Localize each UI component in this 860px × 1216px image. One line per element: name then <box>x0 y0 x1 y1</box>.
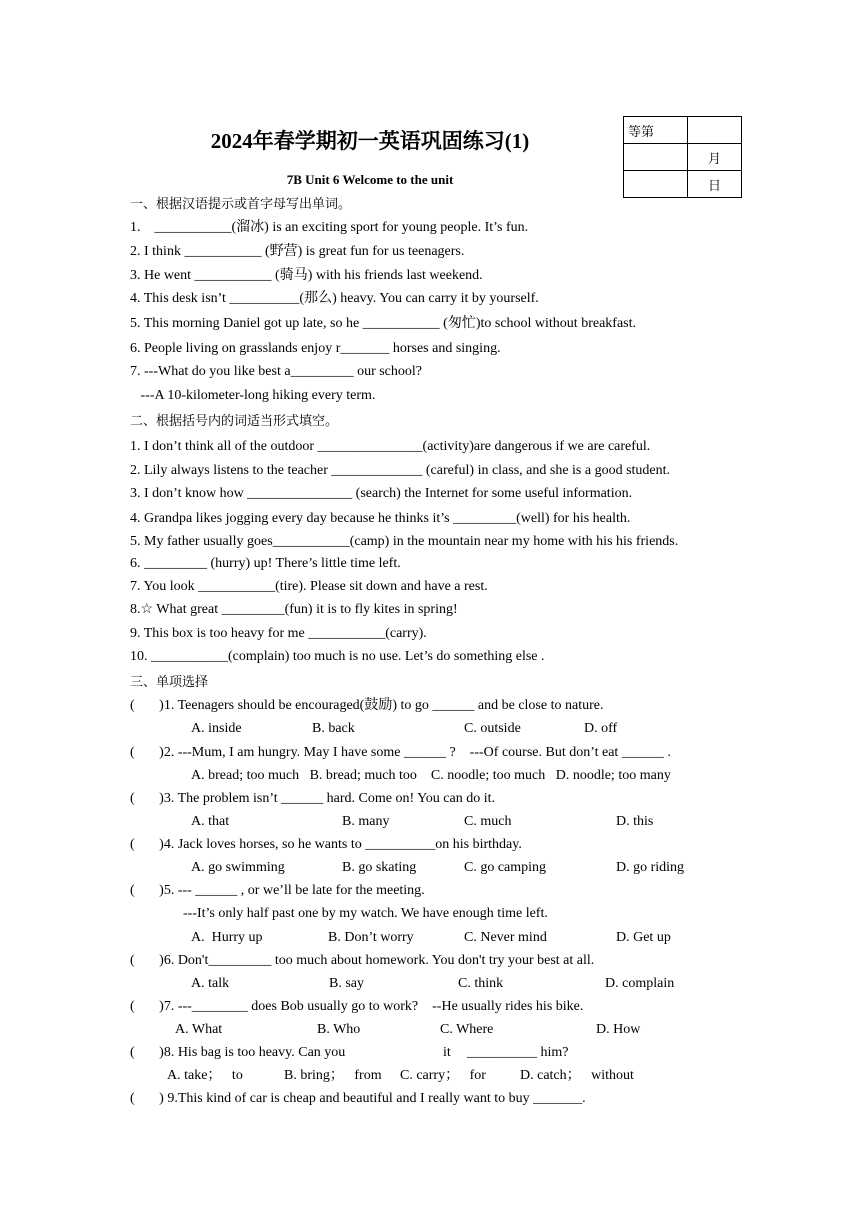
mc1-option-b: B. back <box>312 721 355 736</box>
mc-question-3: ( )3. The problem isn’t ______ hard. Come on! You can do it. <box>130 791 496 806</box>
page-title: 2024年春学期初一英语巩固练习(1) <box>210 129 530 153</box>
section-1-heading: 一、根据汉语提示或首字母写出单词。 <box>130 197 352 212</box>
mc6-option-d: D. complain <box>605 976 675 991</box>
mc7-option-c: C. Where <box>440 1022 494 1037</box>
mc-question-6: ( )6. Don't_________ too much about homework. You don't try your best at all. <box>130 953 595 968</box>
s2-question-4: 4. Grandpa likes jogging every day because he thinks it’s _________(well) for his health. <box>130 511 631 526</box>
mc5-option-a: A. Hurry up <box>191 930 263 945</box>
month-label: 月 <box>688 144 742 171</box>
day-label: 日 <box>688 171 742 198</box>
s1-question-2: 2. I think ___________ (野营) is great fun for us teenagers. <box>130 244 465 259</box>
mc6-option-c: C. think <box>458 976 504 991</box>
mc8-option-c: C. carry； for <box>400 1068 486 1083</box>
mc6-option-b: B. say <box>329 976 364 991</box>
s2-question-8: 8.☆ What great _________(fun) it is to fly kites in spring! <box>130 602 458 617</box>
unit-subtitle: 7B Unit 6 Welcome to the unit <box>286 172 454 187</box>
grade-value <box>688 117 742 144</box>
s2-question-1: 1. I don’t think all of the outdoor _______________(activity)are dangerous if we are careful. <box>130 439 651 454</box>
mc5-option-c: C. Never mind <box>464 930 547 945</box>
mc6-option-a: A. talk <box>191 976 230 991</box>
s2-question-7: 7. You look ___________(tire). Please sit down and have a rest. <box>130 579 488 594</box>
s2-question-9: 9. This box is too heavy for me ___________(carry). <box>130 626 427 641</box>
mc-question-8-end: __________ him? <box>467 1045 569 1060</box>
s1-question-7: 7. ---What do you like best a_________ our school? <box>130 364 422 379</box>
mc8-option-d: D. catch； without <box>520 1068 634 1083</box>
mc4-option-d: D. go riding <box>616 860 685 875</box>
mc-question-2: ( )2. ---Mum, I am hungry. May I have some ______ ? ---Of course. But don’t eat ______ . <box>130 745 671 760</box>
mc-question-8-it: it <box>443 1045 451 1060</box>
s1-question-6: 6. People living on grasslands enjoy r_______ horses and singing. <box>130 341 501 356</box>
mc-question-1: ( )1. Teenagers should be encouraged(鼓励) to go ______ and be close to nature. <box>130 698 604 713</box>
s2-question-10: 10. ___________(complain) too much is no use. Let’s do something else . <box>130 649 545 664</box>
grade-date-box <box>623 116 742 198</box>
mc-question-4: ( )4. Jack loves horses, so he wants to __________on his birthday. <box>130 837 522 852</box>
mc3-option-c: C. much <box>464 814 512 829</box>
mc8-option-a: A. take； to <box>167 1068 243 1083</box>
mc1-option-a: A. inside <box>191 721 242 736</box>
mc5-reply: ---It’s only half past one by my watch. We have enough time left. <box>183 906 548 921</box>
mc7-option-a: A. What <box>175 1022 223 1037</box>
s1-question-7-answer: ---A 10-kilometer-long hiking every term. <box>130 388 376 403</box>
month-blank <box>624 144 688 171</box>
mc3-option-d: D. this <box>616 814 654 829</box>
mc3-option-b: B. many <box>342 814 390 829</box>
s1-question-5: 5. This morning Daniel got up late, so he ___________ (匆忙)to school without breakfast. <box>130 316 637 331</box>
mc8-option-b: B. bring； from <box>284 1068 382 1083</box>
s2-question-6: 6. _________ (hurry) up! There’s little time left. <box>130 556 401 571</box>
mc-question-7: ( )7. ---________ does Bob usually go to work? --He usually rides his bike. <box>130 999 584 1014</box>
mc1-option-d: D. off <box>584 721 618 736</box>
mc-question-9: ( ) 9.This kind of car is cheap and beautiful and I really want to buy _______. <box>130 1091 586 1106</box>
s2-question-2: 2. Lily always listens to the teacher _____________ (careful) in class, and she is a good student. <box>130 463 671 478</box>
s1-question-3: 3. He went ___________ (骑马) with his friends last weekend. <box>130 268 483 283</box>
section-2-heading: 二、根据括号内的词适当形式填空。 <box>130 414 339 429</box>
mc-question-5: ( )5. --- ______ , or we’ll be late for the meeting. <box>130 883 425 898</box>
mc4-option-c: C. go camping <box>464 860 547 875</box>
s2-question-5: 5. My father usually goes___________(camp) in the mountain near my home with his his friends. <box>130 534 679 549</box>
s1-question-1: 1. ___________(溜冰) is an exciting sport for young people. It’s fun. <box>130 220 529 235</box>
mc4-option-a: A. go swimming <box>191 860 285 875</box>
mc1-option-c: C. outside <box>464 721 521 736</box>
mc7-option-d: D. How <box>596 1022 641 1037</box>
mc4-option-b: B. go skating <box>342 860 417 875</box>
s1-question-4: 4. This desk isn’t __________(那么) heavy. You can carry it by yourself. <box>130 291 539 306</box>
s2-question-3: 3. I don’t know how _______________ (search) the Internet for some useful information. <box>130 486 633 501</box>
mc3-option-a: A. that <box>191 814 230 829</box>
mc5-option-b: B. Don’t worry <box>328 930 414 945</box>
mc2-options: A. bread; too much B. bread; much too C. noodle; too much D. noodle; too many <box>191 768 671 783</box>
grade-label: 等第 <box>624 117 688 144</box>
mc5-option-d: D. Get up <box>616 930 671 945</box>
day-blank <box>624 171 688 198</box>
mc-question-8: ( )8. His bag is too heavy. Can you <box>130 1045 346 1060</box>
mc7-option-b: B. Who <box>317 1022 361 1037</box>
section-3-heading: 三、单项选择 <box>130 675 209 690</box>
